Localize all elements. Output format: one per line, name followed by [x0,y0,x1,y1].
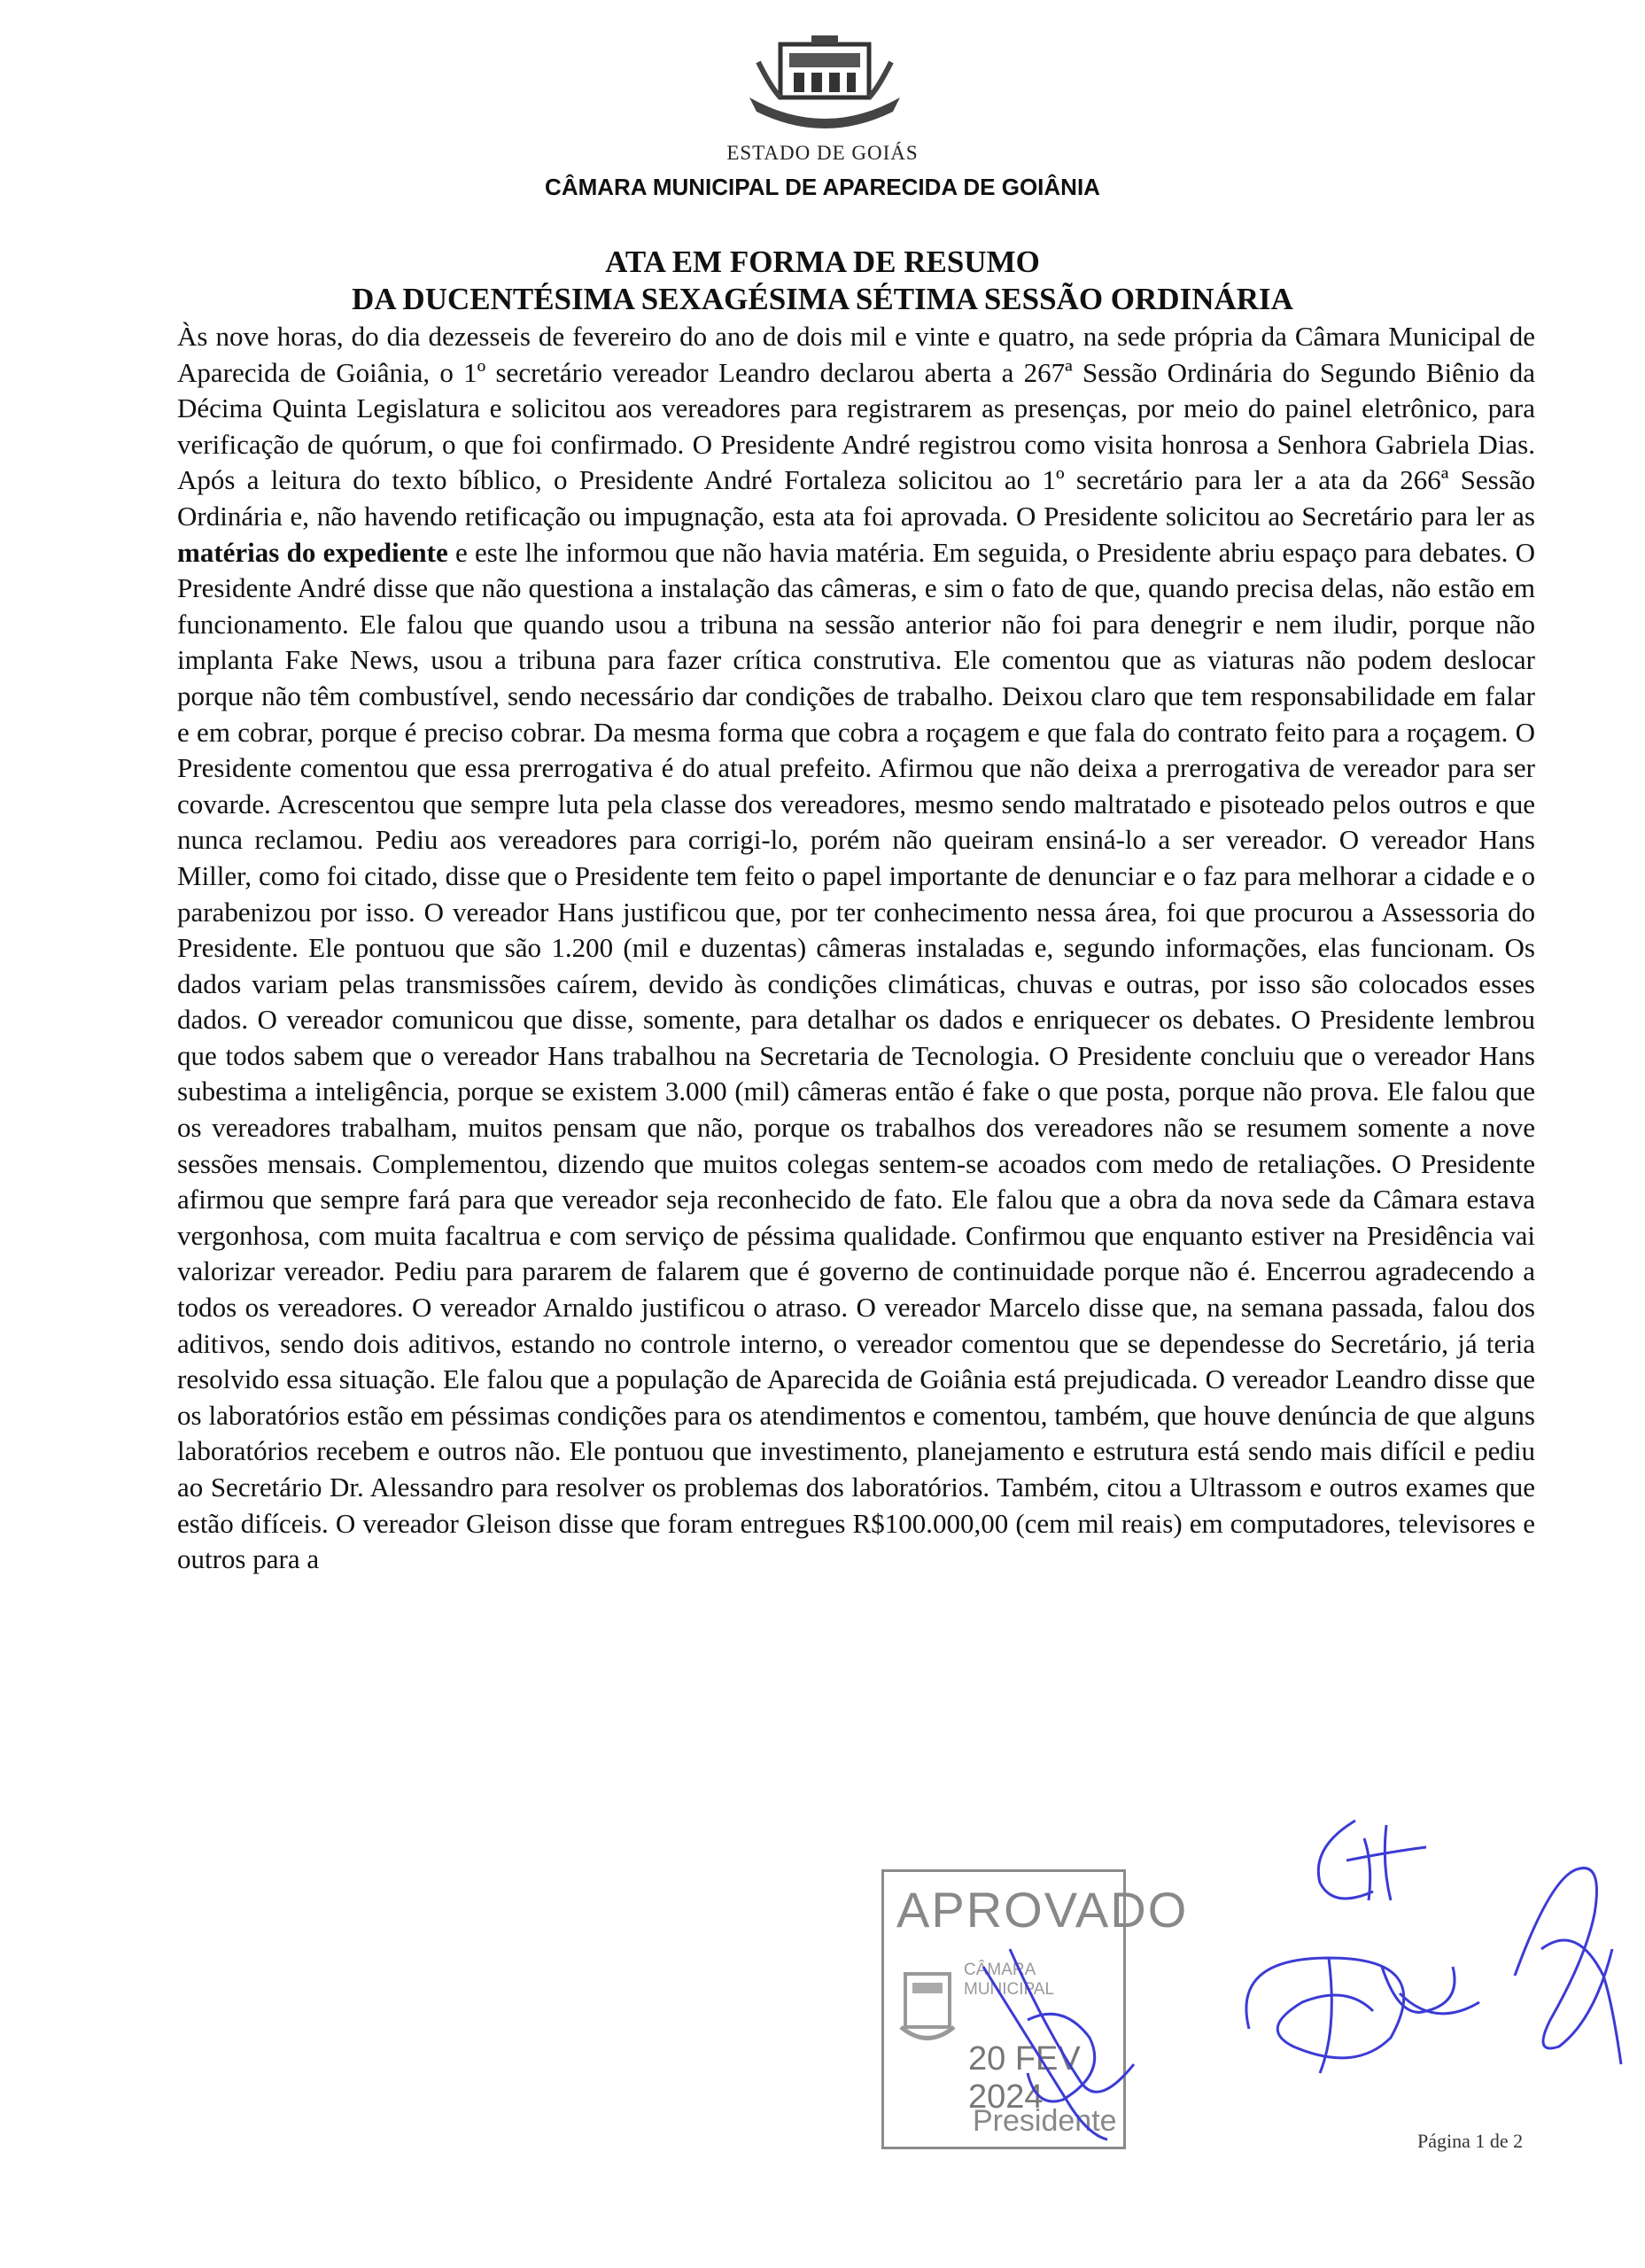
stamp-role: Presidente [973,2104,1117,2138]
municipal-crest-icon [741,35,909,135]
signature-3-icon [1302,1812,1435,1914]
stamp-status: APROVADO [896,1882,1189,1938]
stamp-organization: CÂMARA MUNICIPAL [964,1961,1055,1999]
document-title-line-1: ATA EM FORMA DE RESUMO [605,245,1040,279]
chamber-name: CÂMARA MUNICIPAL DE APARECIDA DE GOIÂNIA [545,174,1100,200]
signature-2-icon [1222,1905,1488,2082]
stamp-crest-icon [896,1965,958,2049]
page-number: Página 1 de 2 [1417,2130,1524,2152]
minutes-text-part-2: e este lhe informou que não havia matéria. Em seguida, o Presidente abriu espaço para debates. O Presidente André disse que não questiona a instalação das câmeras, e sim o fato de que, quando precisa delas, não estão em funcionamento. Ele falou que quando usou a tribuna na sessão anterior não foi para denegrir e nem iludir, porque não implanta Fake News, usou a tribuna para fazer crítica construtiva. Ele comentou que as viaturas não podem deslocar porque não têm combustível, sendo necessário dar condições de trabalho. Deixou claro que tem responsabilidade em falar e em cobrar, porque é preciso cobrar. Da mesma forma que cobra a roçagem e que fala do contrato feito para a roçagem. O Presidente comentou que essa prerrogativa é do atual prefeito. Afirmou que não deixa a prerrogativa de vereador para ser covarde. Acrescentou que sempre luta pela classe dos vereadores, mesmo sendo maltratado e pisoteado pelos outros e que nunca reclamou. Pediu aos vereadores para corrigi-lo, porém não queiram ensiná-lo a ser vereador. O vereador Hans Miller, como foi citado, disse que o Presidente tem feito o papel importante de denunciar e o faz para melhorar a cidade e o parabenizou por isso. O vereador Hans justificou que, por ter conhecimento nessa área, foi que procurou a Assessoria do Presidente. Ele pontuou que são 1.200 (mil e duzentas) câmeras instaladas e, segundo informações, elas funcionam. Os dados variam pelas transmissões caírem, devido às condições climáticas, chuvas e outras, por isso são colocados esses dados. O vereador comunicou que disse, somente, para detalhar os dados e enriquecer os debates. O Presidente lembrou que todos sabem que o vereador Hans trabalhou na Secretaria de Tecnologia. O Presidente concluiu que o vereador Hans subestima a inteligência, porque se existem 3.000 (mil) câmeras então é fake o que posta, porque não prova. Ele falou que os vereadores trabalham, muitos pensam que não, porque os trabalhos dos vereadores não se resumem somente a nove sessões mensais. Complementou, dizendo que muitos colegas sentem-se acoados com medo de retaliações. O Presidente afirmou que sempre fará para que vereador seja reconhecido de fato. Ele falou que a obra da nova sede da Câmara estava vergonhosa, com muita facaltrua e com serviço de péssima qualidade. Confirmou que enquanto estiver na Presidência vai valorizar vereador. Pediu para pararem de falarem que é governo de continuidade porque não é. Encerrou agradecendo a todos os vereadores. O vereador Arnaldo justificou o atraso. O vereador Marcelo disse que, na semana passada, falou dos aditivos, sendo dois aditivos, estando no controle interno, o vereador comentou que se dependesse do Secretário, já teria resolvido essa situação. Ele falou que a população de Aparecida de Goiânia está prejudicada. O vereador Leandro disse que os laboratórios estão em péssimas condições para os atendimentos e comentou, também, que houve denúncia de que alguns laboratórios recebem e outros não. Ele pontuou que investimento, planejamento e estrutura está sendo mais difícil e pediu ao Secretário Dr. Alessandro para resolver os problemas dos laboratórios. Também, citou a Ultrassom e outros exames que estão difíceis. O vereador Gleison disse que foram entregues R$100.000,00 (cem mil reais) em computadores, televisores e outros para a [177,536,1535,1575]
state-label: ESTADO DE GOIÁS [726,142,919,164]
stamp-date: 20 FEV 2024 [968,2040,1081,2116]
document-title-line-2: DA DUCENTÉSIMA SEXAGÉSIMA SÉTIMA SESSÃO ORDINÁRIA [352,282,1293,316]
minutes-text-part-1: Às nove horas, do dia dezesseis de fevereiro do ano de dois mil e vinte e quatro, na sede própria da Câmara Municipal de Aparecida de Goiânia, o 1º secretário vereador Leandro declarou aberta a 267ª Sessão Ordinária do Segundo Biênio da Décima Quinta Legislatura e solicitou aos vereadores para registrarem as presenças, por meio do painel eletrônico, para verificação de quórum, o que foi confirmado. O Presidente André registrou como visita honrosa a Senhora Gabriela Dias. Após a leitura do texto bíblico, o Presidente André Fortaleza solicitou ao 1º secretário para ler a ata da 266ª Sessão Ordinária e, não havendo retificação ou impugnação, esta ata foi aprovada. O Presidente solicitou ao Secretário para ler as [177,321,1535,532]
signature-4-icon [1497,1843,1630,2073]
minutes-body [177,319,1535,1807]
signature-1-icon [974,1931,1143,2144]
minutes-bold-phrase: matérias do expediente [177,536,448,568]
